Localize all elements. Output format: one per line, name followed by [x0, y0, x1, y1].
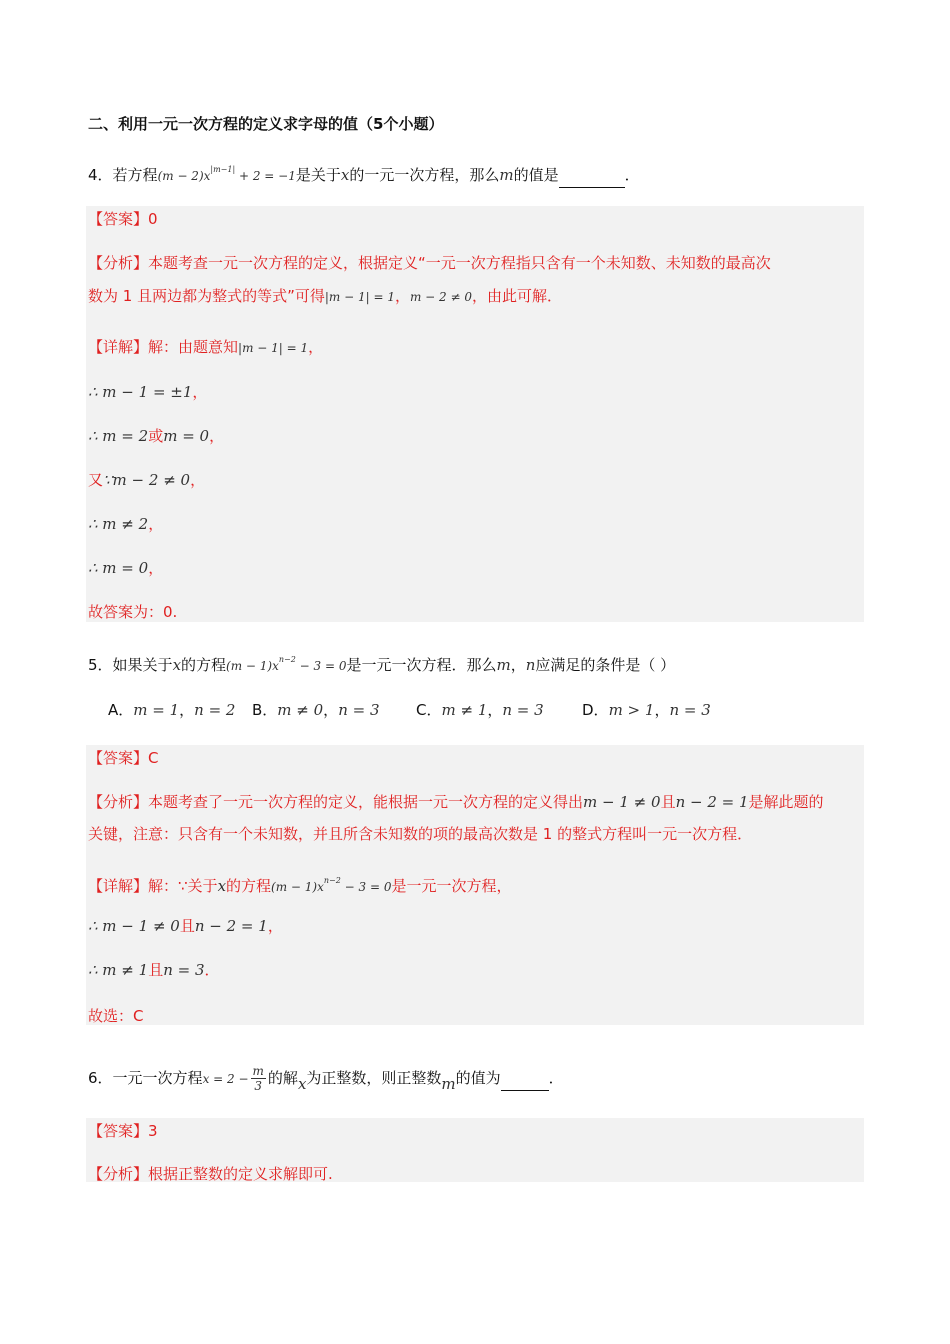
q6-analysis-line — [88, 1164, 333, 1184]
q4-step-2-math-a: ∴ m = 2 — [88, 427, 149, 445]
q4-text-3: 的一元一次方程，那么 — [349, 166, 500, 184]
q5-step-2-qie: 且 — [148, 961, 164, 979]
q4-step-1 — [88, 382, 207, 402]
q4-analysis-a: 本题考查一元一次方程的定义，根据定义“一元一次方程指只含有一个未知数、未知数的最高次 — [148, 254, 771, 272]
q5-option-c-label: C． — [416, 701, 442, 719]
q4-step-2-math-b: m = 0 — [163, 427, 210, 445]
q5-number: 5． — [88, 656, 113, 674]
q5-equation — [226, 655, 347, 673]
q4-text-1: 若方程 — [112, 166, 158, 184]
q4-detail-tag: 【详解】 — [88, 338, 149, 356]
q5-option-a-sep: ， — [179, 701, 195, 719]
q5-step-1-qie: 且 — [179, 917, 195, 935]
q4-text-4: 的值是 — [513, 166, 559, 184]
q5-detail-equation — [271, 876, 392, 894]
q5-option-a-m: m = 1 — [133, 701, 180, 719]
q5-analysis-math-1: m − 1 ≠ 0 — [583, 793, 661, 811]
q4-var-x: x — [340, 166, 350, 184]
q6-text-5: ． — [548, 1069, 564, 1087]
q5-option-c-m: m ≠ 1 — [441, 701, 488, 719]
q6-analysis-a: 根据正整数的定义求解即可. — [148, 1165, 333, 1183]
q4-detail-t2: ， — [308, 338, 324, 356]
q5-detail-t2: 的方程 — [226, 877, 272, 895]
q5-analysis-line-2: 关键，注意：只含有一个未知数，并且所含未知数的项的最高次数是 1 的整式方程叫一元一次方程． — [88, 825, 753, 843]
q5-conclusion: 故选：C — [88, 1007, 144, 1025]
q5-step-1-math-b: n − 2 = 1 — [194, 917, 268, 935]
q5-analysis-qie: 且 — [660, 793, 676, 811]
q5-var-m: m — [496, 656, 511, 674]
q4-detail-t1: 解：由题意知 — [148, 338, 239, 356]
q5-text-2: 的方程 — [181, 656, 227, 674]
q4-var-m: m — [499, 166, 514, 184]
q4-detail-line — [88, 337, 323, 358]
q5-step-2-math-a: ∴ m ≠ 1 — [88, 961, 149, 979]
q4-eq-base: (m − 2)x — [157, 169, 211, 183]
q5-option-d-label: D． — [582, 701, 609, 719]
q4-analysis-tag: 【分析】 — [88, 254, 149, 272]
q5-var-x: x — [172, 656, 182, 674]
q5-detail-x: x — [217, 877, 227, 895]
q4-answer: 【答案】0 — [88, 210, 158, 228]
q4-analysis-line-1 — [88, 253, 771, 273]
q6-answer: 【答案】3 — [88, 1122, 158, 1140]
q5-option-d-m: m > 1 — [608, 701, 655, 719]
q5-option-b-n: n = 3 — [338, 701, 380, 719]
q4-eq-rest: + 2 = −1 — [235, 169, 296, 183]
q5-analysis-a1: 本题考查了一元一次方程的定义，能根据一元一次方程的定义得出 — [148, 793, 584, 811]
q5-option-b-m: m ≠ 0 — [277, 701, 324, 719]
q5-option-b-label: B． — [252, 701, 278, 719]
q5-option-a-n: n = 2 — [194, 701, 236, 719]
q4-step-1-math: ∴ m − 1 = ±1 — [88, 383, 193, 401]
q4-analysis-b2: ， — [394, 287, 410, 305]
question-4 — [88, 160, 640, 188]
q6-text-1: 一元一次方程 — [112, 1069, 203, 1087]
q5-detail-t1: 解：∵关于 — [148, 877, 218, 895]
q6-text-4: 的值为 — [455, 1069, 501, 1087]
q5-option-a-label: A． — [108, 701, 134, 719]
q6-analysis-tag: 【分析】 — [88, 1165, 149, 1183]
q4-step-4-math: ∴ m ≠ 2 — [88, 515, 149, 533]
q4-step-4-end: ， — [148, 515, 164, 533]
q5-detail-eq-rest: − 3 = 0 — [340, 880, 392, 894]
q4-step-4 — [88, 514, 163, 534]
q4-step-3-end: ， — [190, 471, 206, 489]
q5-option-a[interactable] — [108, 700, 235, 720]
q4-eq-exp: |m−1| — [210, 165, 236, 174]
q4-step-3-you: 又 — [88, 471, 104, 489]
q4-analysis-math-1: |m − 1| = 1 — [324, 290, 395, 304]
q5-eq-base: (m − 1)x — [226, 659, 279, 673]
q4-detail-math: |m − 1| = 1 — [238, 341, 309, 355]
q4-analysis-math-2: m − 2 ≠ 0 — [409, 290, 472, 304]
section-title: 二、利用一元一次方程的定义求字母的值（5个小题） — [88, 115, 444, 133]
q6-var-m: m — [441, 1075, 456, 1093]
q6-fraction — [251, 1064, 266, 1093]
q5-option-b-sep: ， — [323, 701, 339, 719]
q5-option-b[interactable] — [252, 700, 380, 720]
q6-eq-left: x = 2 − — [202, 1072, 249, 1086]
q5-option-d-n: n = 3 — [669, 701, 711, 719]
q5-option-c-n: n = 3 — [502, 701, 544, 719]
q5-detail-eq-base: (m − 1)x — [271, 880, 324, 894]
q4-equation — [157, 165, 296, 183]
q6-var-x: x — [297, 1075, 307, 1093]
q5-answer: 【答案】C — [88, 749, 159, 767]
q5-analysis-a2: 是解此题的 — [748, 793, 824, 811]
q5-step-1-end: ， — [267, 917, 283, 935]
q5-text-1: 如果关于 — [112, 656, 173, 674]
q4-step-5-math: ∴ m = 0 — [88, 559, 149, 577]
q5-text-4: 应满足的条件是（ ） — [535, 656, 676, 674]
q5-eq-rest: − 3 = 0 — [295, 659, 347, 673]
q4-answer-blank — [559, 167, 625, 188]
question-6 — [88, 1064, 564, 1094]
q6-frac-den: 3 — [254, 1079, 263, 1093]
q5-step-1 — [88, 916, 283, 936]
q4-step-3 — [88, 470, 205, 490]
q4-text-2: 是关于 — [295, 166, 341, 184]
q4-analysis-b3: ，由此可解． — [472, 287, 563, 305]
q4-step-2 — [88, 426, 224, 446]
q5-analysis-tag: 【分析】 — [88, 793, 149, 811]
q5-step-2-end: ． — [204, 961, 220, 979]
q4-step-2-or: 或 — [148, 427, 164, 445]
q5-detail-tag: 【详解】 — [88, 877, 149, 895]
q5-analysis-line-1 — [88, 792, 824, 812]
q5-comma: ， — [510, 656, 526, 674]
q5-analysis-math-2: n − 2 = 1 — [675, 793, 749, 811]
q4-number: 4． — [88, 166, 113, 184]
q4-step-1-end: ， — [192, 383, 208, 401]
q6-answer-blank — [501, 1070, 549, 1091]
q5-option-d-sep: ， — [654, 701, 670, 719]
q4-step-2-end: ， — [209, 427, 225, 445]
question-5 — [88, 650, 675, 676]
q4-text-5: ． — [624, 166, 640, 184]
q4-step-5-end: ， — [148, 559, 164, 577]
q5-detail-line — [88, 871, 511, 897]
q6-text-3: 为正整数，则正整数 — [306, 1069, 442, 1087]
q5-step-1-math-a: ∴ m − 1 ≠ 0 — [88, 917, 180, 935]
q4-step-5 — [88, 558, 163, 578]
q5-detail-eq-exp: n−2 — [323, 876, 341, 885]
q5-detail-t3: 是一元一次方程， — [391, 877, 512, 895]
q5-var-n: n — [525, 656, 536, 674]
q6-number: 6． — [88, 1069, 113, 1087]
q4-analysis-line-2 — [88, 286, 562, 307]
q4-step-3-math: ∵m − 2 ≠ 0 — [103, 471, 191, 489]
q4-conclusion: 故答案为：0. — [88, 603, 178, 621]
q4-analysis-b1: 数为 1 且两边都为整式的等式”可得 — [88, 287, 325, 305]
q5-step-2-math-b: n = 3 — [163, 961, 205, 979]
q6-text-2: 的解 — [267, 1069, 298, 1087]
q6-frac-num: m — [252, 1064, 264, 1078]
q5-option-d[interactable] — [582, 700, 711, 720]
q5-eq-exp: n−2 — [278, 655, 296, 664]
q5-option-c[interactable] — [416, 700, 544, 720]
q5-step-2 — [88, 960, 220, 980]
q5-text-3: 是一元一次方程．那么 — [346, 656, 497, 674]
q5-option-c-sep: ， — [487, 701, 503, 719]
